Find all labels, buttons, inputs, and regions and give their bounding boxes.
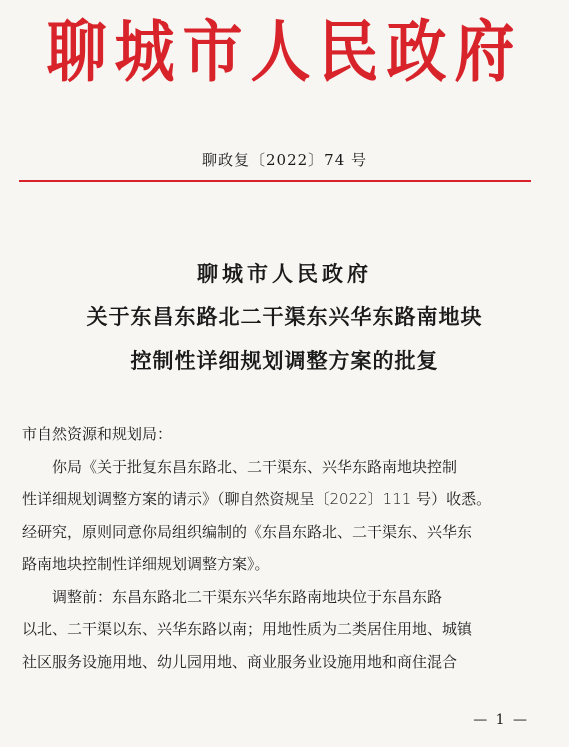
title-line-3: 控制性详细规划调整方案的批复 bbox=[130, 348, 439, 373]
paragraph-line: 性详细规划调整方案的请示》（聊自然资规呈〔2022〕111 号）收悉。 bbox=[22, 490, 492, 508]
red-divider bbox=[19, 180, 531, 182]
paragraph-line: 社区服务设施用地、幼儿园用地、商业服务业设施用地和商住混合 bbox=[22, 652, 458, 671]
paragraph-line: 路南地块控制性详细规划调整方案》。 bbox=[22, 555, 270, 573]
paragraph-line: 经研究，原则同意你局组织编制的《东昌东路北、二干渠东、兴华东 bbox=[22, 522, 473, 541]
title-line-1: 聊城市人民政府 bbox=[197, 261, 372, 286]
paragraph-line: 以北、二干渠以东、兴华东路以南；用地性质为二类居住用地、城镇 bbox=[22, 620, 473, 638]
title-line-2: 关于东昌东路北二干渠东兴华东路南地块 bbox=[86, 304, 483, 329]
masthead: 聊城市人民政府 bbox=[46, 13, 523, 93]
paragraph-line: 调整前：东昌东路北二干渠东兴华东路南地块位于东昌东路 bbox=[52, 587, 443, 606]
addressee: 市自然资源和规划局： bbox=[22, 425, 173, 443]
page-number: — 1 — bbox=[473, 712, 529, 728]
paragraph-line: 你局《关于批复东昌东路北、二干渠东、兴华东路南地块控制 bbox=[52, 457, 458, 476]
document-number: 聊政复〔2022〕74 号 bbox=[201, 151, 368, 169]
body-text bbox=[22, 418, 547, 678]
